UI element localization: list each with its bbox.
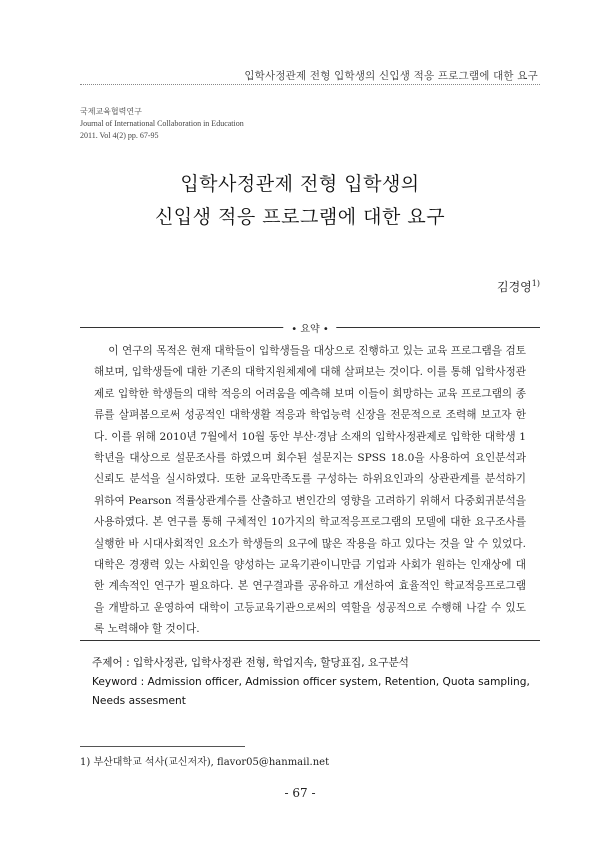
abstract-text — [94, 341, 526, 641]
author-name: 김경영 — [497, 280, 532, 294]
abstract-box — [80, 324, 540, 641]
running-header: 입학사정관제 전형 입학생의 신입생 적응 프로그램에 대한 요구 — [244, 70, 538, 82]
header-divider — [80, 84, 540, 85]
title-line-2: 신입생 적응 프로그램에 대한 요구 — [154, 206, 446, 228]
journal-info — [80, 106, 244, 142]
author-footnote-mark: 1) — [531, 279, 540, 288]
paper-title — [0, 168, 600, 234]
journal-english-name: Journal of International Collaboration in Education — [80, 119, 244, 128]
abstract-heading: • 요약 • — [283, 320, 336, 335]
author — [497, 278, 540, 295]
footnote: 1) 부산대학교 석사(교신저자), flavor05@hanmail.net — [80, 757, 330, 768]
abstract-body: 이 연구의 목적은 현재 대학들이 입학생들을 대상으로 진행하고 있는 교육 프로그램을 검토해보며, 입학생들에 대한 기존의 대학지원체제에 대해 살펴보는 것이다. 이를 통해 입학사정관제로 입학한 학생들의 대학 적응의 어려움을 예측해 보며 이들이 희망하는 교육 프로그램의 종류를 살펴봄으로써 성공적인 대학생활 적응과 학업능력 신장을 전문적으로 조력해 보고자 한다. 이를 위해 2010년 7월에서 10월 동안 부산·경남 소재의 입학사정관제로 입학한 대학생 1학년을 대상으로 설문조사를 하였으며 회수된 설문지는 SPSS 18.0을 사용하여 요인분석과 신뢰도 분석을 실시하였다. 또한 교육만족도를 구성하는 하위요인과의 상관관계를 분석하기 위하여 Pearson 적률상관계수를 산출하고 변인간의 영향을 고려하기 위해서 다중회귀분석을 사용하였다. 본 연구를 통해 구체적인 10가지의 학교적응프로그램의 모델에 대한 요구조사를 실행한 바 시대사회적인 요소가 학생들의 요구에 많은 작용을 하고 있다는 것을 알 수 있었다. 대학은 경쟁력 있는 사회인을 양성하는 교육기관이니만큼 기업과 사회가 원하는 인재상에 대한 계속적인 연구가 필요하다. 본 연구결과를 공유하고 개선하여 효율적인 학교적응프로그램을 개발하고 운영하여 대학이 고등교육기관으로써의 역할을 성공적으로 수행해 나갈 수 있도록 노력해야 할 것이다. — [94, 345, 526, 636]
keywords-korean: 주제어 : 입학사정관, 입학사정관 전형, 학업지속, 할당표집, 요구분석 — [92, 657, 409, 669]
journal-volume: 2011. Vol 4(2) pp. 67-95 — [80, 131, 159, 140]
keywords-english: Keyword : Admission officer, Admission officer system, Retention, Quota sampling, Needs assesment — [92, 676, 530, 707]
journal-korean-name: 국제교육협력연구 — [80, 107, 142, 116]
keywords — [92, 654, 540, 711]
footnote-divider — [80, 746, 245, 747]
title-line-1: 입학사정관제 전형 입학생의 — [180, 173, 420, 195]
page-number: - 67 - — [284, 786, 316, 800]
